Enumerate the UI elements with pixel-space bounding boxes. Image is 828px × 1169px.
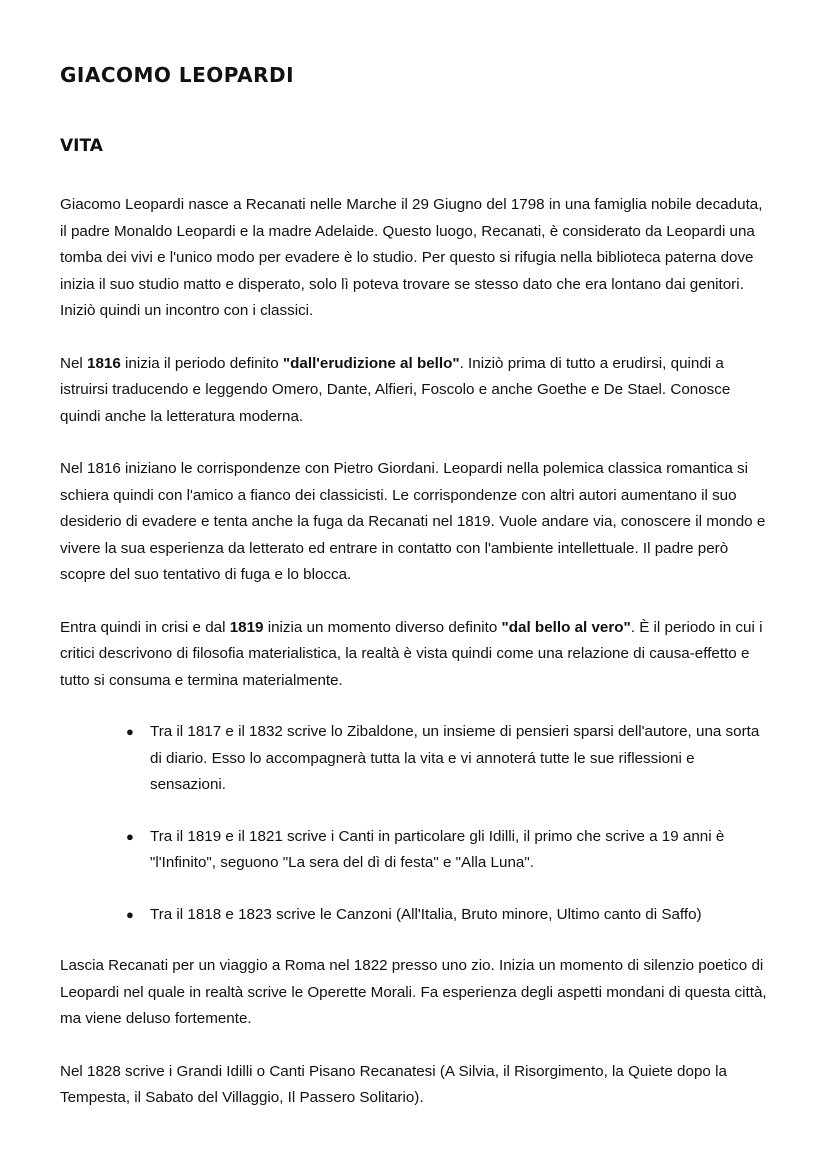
paragraph-2-text-e: . Iniziò prima di tutto a erudirsi, quindi a istruirsi traducendo e leggendo Omero, Dante, Alfieri, Foscolo e anche Goethe e De Stael. Conosce quindi anche la letteratura moderna. (60, 354, 731, 425)
paragraph-4-text-a: Entra quindi in crisi e dal (60, 618, 230, 636)
list-item-text: Tra il 1817 e il 1832 scrive lo Zibaldone, un insieme di pensieri sparsi dell'autore, una sorta di diario. Esso lo accompagnerà tutta la vita e vi annoterá tutte le sue riflessioni e sensazioni. (150, 723, 760, 793)
paragraph-1: Giacomo Leopardi nasce a Recanati nelle Marche il 29 Giugno del 1798 in una famiglia nobile decaduta, il padre Monaldo Leopardi e la madre Adelaide. Questo luogo, Recanati, è considerato da Leopardi una tomba dei vivi e l'unico modo per evadere è lo studio. Per questo si rifugia nella biblioteca paterna dove inizia il suo studio matto e disperato, solo lì poteva trovare se stesso dato che era lontano dai genitori. Iniziò quindi un incontro con i classici. (60, 196, 763, 319)
list-item-text: Tra il 1818 e 1823 scrive le Canzoni (All'Italia, Bruto minore, Ultimo canto di Saffo) (150, 905, 702, 923)
bullet-icon: ● (126, 724, 134, 739)
list-item (126, 719, 772, 799)
bullet-icon: ● (126, 828, 134, 844)
bullet-list (60, 719, 772, 928)
paragraph-2-text-a: Nel (60, 354, 88, 372)
paragraph-2-phrase: "dall'erudizione al bello" (282, 354, 460, 372)
paragraph-2-text-c: inizia il periodo definito (120, 354, 283, 372)
paragraph-4-text-e: . È il periodo in cui i critici descrivono di filosofia materialistica, la realtà è vista quindi come una relazione di causa-effetto e tutto si consuma e termina materialmente. (60, 618, 763, 689)
paragraph-4 (60, 615, 772, 695)
paragraph-3: Nel 1816 iniziano le corrispondenze con Pietro Giordani. Leopardi nella polemica classica romantica si schiera quindi con l'amico a fianco dei classicisti. Le corrispondenze con altri autori aumentano il suo desiderio di evadere e tenta anche la fuga da Recanati nel 1819. Vuole andare via, conoscere il mondo e vivere la sua esperienza da letterato ed entrare in contatto con l'ambiente intellettuale. Il padre però scopre del suo tentativo di fuga e lo blocca. (60, 460, 766, 583)
paragraph-4-year: 1819 (229, 618, 264, 636)
paragraph-4-phrase: "dal bello al vero" (501, 618, 631, 636)
document-page (60, 60, 772, 1112)
paragraph-5: Lascia Recanati per un viaggio a Roma nel 1822 presso uno zio. Inizia un momento di silenzio poetico di Leopardi nel quale in realtà scrive le Operette Morali. Fa esperienza degli aspetti mondani di questa città, ma viene deluso fortemente. (60, 957, 767, 1027)
list-item (126, 824, 772, 877)
paragraph-2 (60, 351, 772, 431)
list-item-text: Tra il 1819 e il 1821 scrive i Canti in particolare gli Idilli, il primo che scrive a 19 anni è "l'Infinito", seguono "La sera del dì di festa" e "Alla Luna". (150, 827, 725, 871)
paragraph-6: Nel 1828 scrive i Grandi Idilli o Canti Pisano Recanatesi (A Silvia, il Risorgimento, la Quiete dopo la Tempesta, il Sabato del Villaggio, Il Passero Solitario). (60, 1062, 727, 1106)
list-item (126, 902, 772, 929)
paragraph-2-year: 1816 (87, 354, 121, 372)
section-title-vita: VITA (60, 136, 103, 156)
document-title: GIACOMO LEOPARDI (60, 63, 295, 87)
paragraph-4-text-c: inizia un momento diverso definito (263, 618, 502, 636)
bullet-icon: ● (126, 906, 134, 922)
